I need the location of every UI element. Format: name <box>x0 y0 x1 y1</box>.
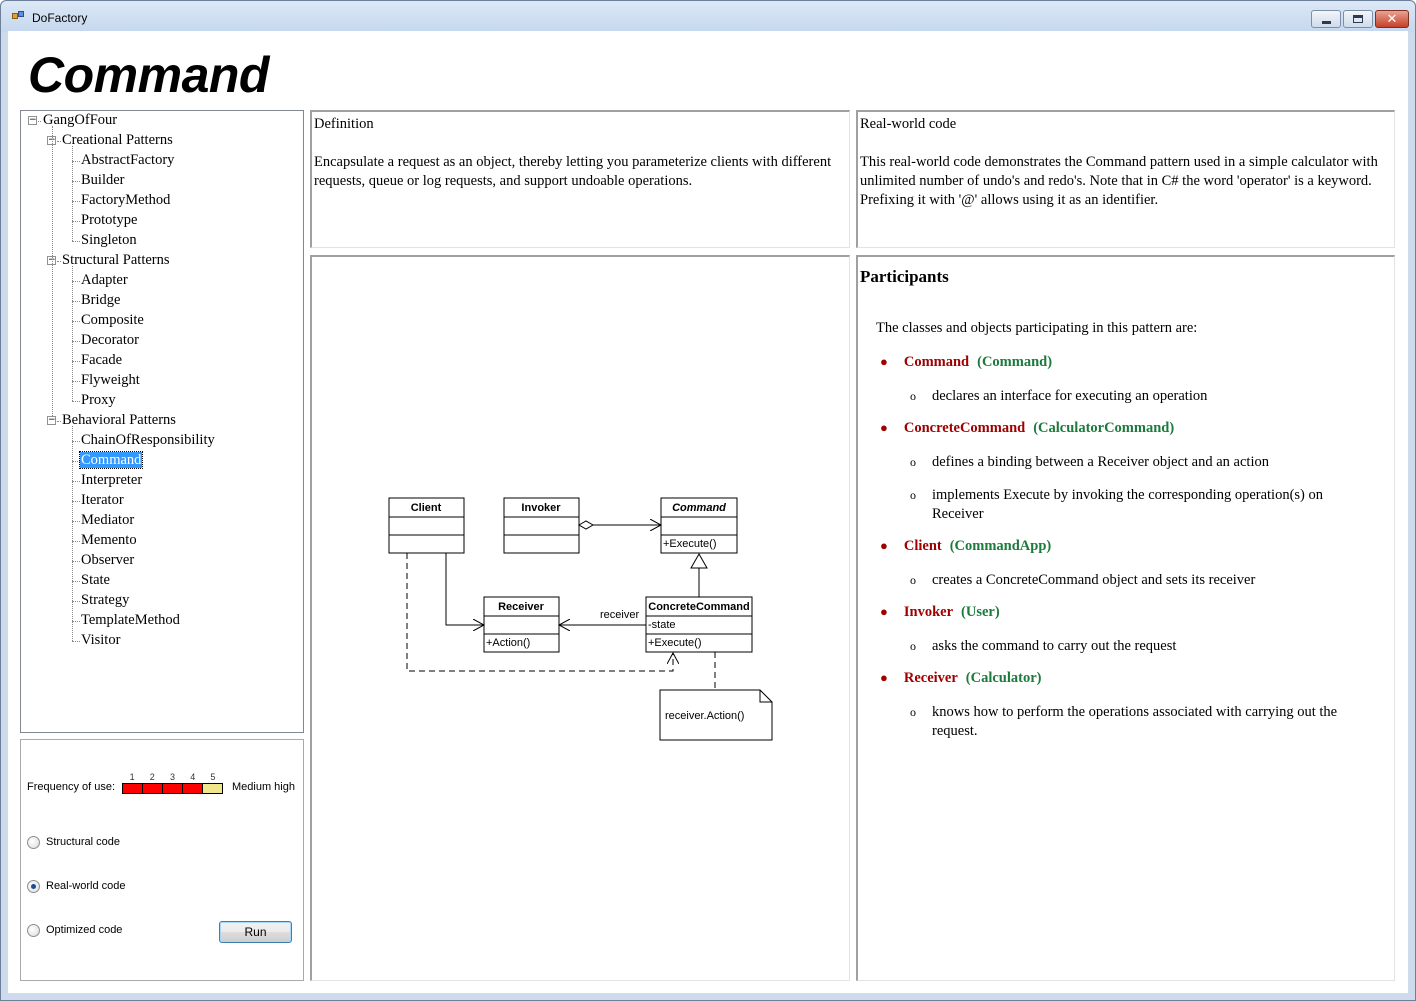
frequency-bar <box>122 783 223 794</box>
uml-association-client-receiver <box>446 553 484 625</box>
uml-command-class <box>661 498 737 553</box>
tree-item-label: Structural Patterns <box>62 252 170 268</box>
tree-item-label: Creational Patterns <box>62 132 173 148</box>
definition-panel[interactable] <box>310 110 850 248</box>
circle-bullet-icon: o <box>910 455 916 469</box>
participant-description-text: declares an interface for executing an operation <box>932 388 1208 404</box>
tree-item-label: Interpreter <box>81 472 143 488</box>
tree-item-flyweight[interactable] <box>81 370 140 390</box>
frequency-segment <box>143 784 163 793</box>
collapse-icon[interactable]: − <box>48 255 56 265</box>
participant-description-text: defines a binding between a Receiver object and an action <box>932 454 1269 470</box>
participant-concretecommand <box>880 420 1174 437</box>
options-panel <box>20 739 304 981</box>
uml-concrete-command-attr: -state <box>648 619 676 631</box>
radio-label: Structural code <box>46 836 120 848</box>
realworld-title: Real-world code <box>860 116 957 132</box>
participants-title: Participants <box>860 267 949 286</box>
participants-intro: The classes and objects participating in this pattern are: <box>876 320 1198 336</box>
tree-item-command[interactable] <box>81 450 142 470</box>
uml-receiver-class <box>484 597 559 652</box>
radio-label: Real-world code <box>46 880 126 892</box>
tree-item-label: Bridge <box>81 292 121 308</box>
uml-concrete-command-op: +Execute() <box>648 637 702 649</box>
circle-bullet-icon: o <box>910 389 916 403</box>
tree-item-label: State <box>81 572 110 588</box>
participant-name: Command <box>903 354 970 370</box>
tree-item-label: Adapter <box>81 272 128 288</box>
frequency-scale <box>122 773 223 782</box>
close-icon: ✕ <box>1386 11 1398 27</box>
participant-example: (CommandApp) <box>949 538 1052 554</box>
participant-example: (User) <box>961 604 1000 620</box>
participant-example: (Command) <box>977 354 1053 370</box>
uml-receiver-name: Receiver <box>498 601 544 613</box>
frequency-number: 4 <box>190 772 196 782</box>
tree-item-label: Strategy <box>81 592 130 608</box>
frequency-number: 2 <box>149 772 155 782</box>
tree-item-observer[interactable] <box>81 550 134 570</box>
frequency-number: 1 <box>129 772 135 782</box>
tree-item-label: Iterator <box>81 492 124 508</box>
tree-item-label: AbstractFactory <box>81 152 175 168</box>
realworld-panel[interactable] <box>856 110 1395 248</box>
radio-button[interactable] <box>27 880 40 893</box>
tree-item-label: Composite <box>81 312 144 328</box>
participant-receiver <box>880 670 1042 687</box>
tree-group-creational-patterns[interactable] <box>62 130 173 150</box>
participant-client <box>880 538 1051 555</box>
run-button[interactable]: Run <box>219 921 292 943</box>
collapse-icon[interactable]: − <box>48 135 56 145</box>
tree-item-singleton[interactable] <box>81 230 137 250</box>
participant-description <box>910 387 1372 406</box>
circle-bullet-icon: o <box>910 639 916 653</box>
participant-description <box>910 703 1372 741</box>
uml-invoker-class <box>504 498 579 553</box>
tree-item-label: GangOfFour <box>43 112 118 128</box>
tree-item-label: Proxy <box>81 392 116 408</box>
frequency-number: 5 <box>210 772 216 782</box>
radio-structural-code[interactable] <box>27 835 120 849</box>
radio-label: Optimized code <box>46 924 123 936</box>
participant-description-text: knows how to perform the operations associated with carrying out the request. <box>932 704 1338 739</box>
frequency-segment <box>123 784 143 793</box>
tree-item-factorymethod[interactable] <box>81 190 170 210</box>
uml-aggregation-invoker-command <box>579 521 661 529</box>
uml-concrete-command-class <box>646 597 752 652</box>
frequency-label: Frequency of use: <box>27 781 116 793</box>
tree-item-strategy[interactable] <box>81 590 129 610</box>
uml-invoker-name: Invoker <box>521 502 561 514</box>
collapse-icon[interactable]: − <box>29 115 37 125</box>
bullet-icon: ● <box>880 604 888 619</box>
title-bar[interactable] <box>1 1 1415 32</box>
circle-bullet-icon: o <box>910 488 916 502</box>
tree-item-label: Singleton <box>81 232 137 248</box>
bullet-icon: ● <box>880 670 888 685</box>
tree-item-facade[interactable] <box>81 350 122 370</box>
frequency-segment <box>183 784 203 793</box>
frequency-segment <box>203 784 222 793</box>
tree-item-label: Behavioral Patterns <box>62 412 176 428</box>
tree-item-iterator[interactable] <box>81 490 124 510</box>
uml-note-text: receiver.Action() <box>665 710 745 722</box>
collapse-icon[interactable]: − <box>48 415 56 425</box>
tree-item-bridge[interactable] <box>81 290 120 310</box>
maximize-icon <box>1353 15 1363 23</box>
uml-concrete-command-name: ConcreteCommand <box>648 601 750 613</box>
tree-item-adapter[interactable] <box>81 270 128 290</box>
tree-item-prototype[interactable] <box>81 210 137 230</box>
frequency-number: 3 <box>170 772 176 782</box>
frequency-level: Medium high <box>232 781 295 793</box>
tree-item-label: FactoryMethod <box>81 192 171 208</box>
uml-client-name: Client <box>410 502 442 514</box>
tree-item-label: Mediator <box>81 512 135 528</box>
bullet-icon: ● <box>880 420 888 435</box>
tree-item-label: Decorator <box>81 332 139 348</box>
radio-real-world-code[interactable] <box>27 879 125 893</box>
radio-button[interactable] <box>27 836 40 849</box>
close-button[interactable] <box>1375 10 1409 28</box>
radio-optimized-code[interactable] <box>27 923 122 937</box>
definition-text: Encapsulate a request as an object, thereby letting you parameterize clients with different requests, queue or log requests, and support undoable operations. <box>314 154 832 189</box>
participant-name: ConcreteCommand <box>903 420 1026 436</box>
tree-item-root[interactable] <box>43 110 117 130</box>
tree-item-label: Builder <box>81 172 125 188</box>
bullet-icon: ● <box>880 354 888 369</box>
tree-item-label: Flyweight <box>81 372 140 388</box>
tree-item-label: Visitor <box>81 632 121 648</box>
tree-item-visitor[interactable] <box>81 630 120 650</box>
tree-item-interpreter[interactable] <box>81 470 142 490</box>
participant-description <box>910 571 1372 590</box>
participant-description-text: implements Execute by invoking the corresponding operation(s) on Receiver <box>932 487 1324 522</box>
tree-item-templatemethod[interactable] <box>81 610 180 630</box>
realworld-text: This real-world code demonstrates the Command pattern used in a simple calculator with unlimited number of undo's and redo's. Note that in C# the word 'operator' is a keyword. Prefixing it with '@' allows using it as an identifier. <box>860 154 1378 208</box>
participant-example: (Calculator) <box>965 670 1042 686</box>
participant-description <box>910 637 1372 656</box>
tree-item-state[interactable] <box>81 570 110 590</box>
uml-client-class <box>389 498 464 553</box>
window-title: DoFactory <box>32 11 88 25</box>
tree-item-memento[interactable] <box>81 530 137 550</box>
definition-title: Definition <box>314 116 374 132</box>
tree-item-label: TemplateMethod <box>81 612 180 628</box>
tree-group-structural-patterns[interactable] <box>62 250 170 270</box>
participant-invoker <box>880 604 1000 621</box>
tree-item-label: Observer <box>81 552 135 568</box>
uml-command-name: Command <box>672 502 726 514</box>
uml-note <box>660 690 772 740</box>
tree-item-builder[interactable] <box>81 170 125 190</box>
tree-item-proxy[interactable] <box>81 390 116 410</box>
circle-bullet-icon: o <box>910 573 916 587</box>
minimize-icon <box>1322 21 1331 24</box>
maximize-button[interactable] <box>1343 10 1373 28</box>
tree-item-abstractfactory[interactable] <box>81 150 174 170</box>
tree-group-behavioral-patterns[interactable] <box>62 410 176 430</box>
participant-command <box>880 354 1052 371</box>
participant-name: Invoker <box>903 604 954 620</box>
participant-example: (CalculatorCommand) <box>1033 420 1175 436</box>
pattern-tree[interactable] <box>20 110 304 733</box>
tree-item-label: ChainOfResponsibility <box>81 432 215 448</box>
tree-item-mediator[interactable] <box>81 510 134 530</box>
app-icon <box>12 11 25 22</box>
participant-description-text: creates a ConcreteCommand object and sets its receiver <box>932 572 1256 588</box>
participant-description <box>910 486 1372 524</box>
tree-item-label: Memento <box>81 532 137 548</box>
participant-description <box>910 453 1372 472</box>
tree-item-label: Prototype <box>81 212 138 228</box>
uml-diagram <box>312 257 848 979</box>
bullet-icon: ● <box>880 538 888 553</box>
tree-item-decorator[interactable] <box>81 330 139 350</box>
page-title: Command <box>28 47 269 103</box>
uml-receiver-role: receiver <box>600 609 640 621</box>
uml-diagram-panel <box>310 255 850 981</box>
participants-panel[interactable] <box>856 255 1395 981</box>
radio-button[interactable] <box>27 924 40 937</box>
tree-item-composite[interactable] <box>81 310 144 330</box>
minimize-button[interactable] <box>1311 10 1341 28</box>
frequency-segment <box>163 784 183 793</box>
tree-item-label: Command <box>81 452 142 468</box>
participant-name: Client <box>903 538 942 554</box>
uml-generalization-concrete-command <box>691 554 707 597</box>
uml-receiver-op: +Action() <box>486 637 531 649</box>
tree-item-chainofresponsibility[interactable] <box>81 430 215 450</box>
participant-description-text: asks the command to carry out the request <box>932 638 1177 654</box>
uml-command-op: +Execute() <box>663 538 717 550</box>
participant-name: Receiver <box>903 670 958 686</box>
circle-bullet-icon: o <box>910 705 916 719</box>
tree-item-label: Facade <box>81 352 123 368</box>
